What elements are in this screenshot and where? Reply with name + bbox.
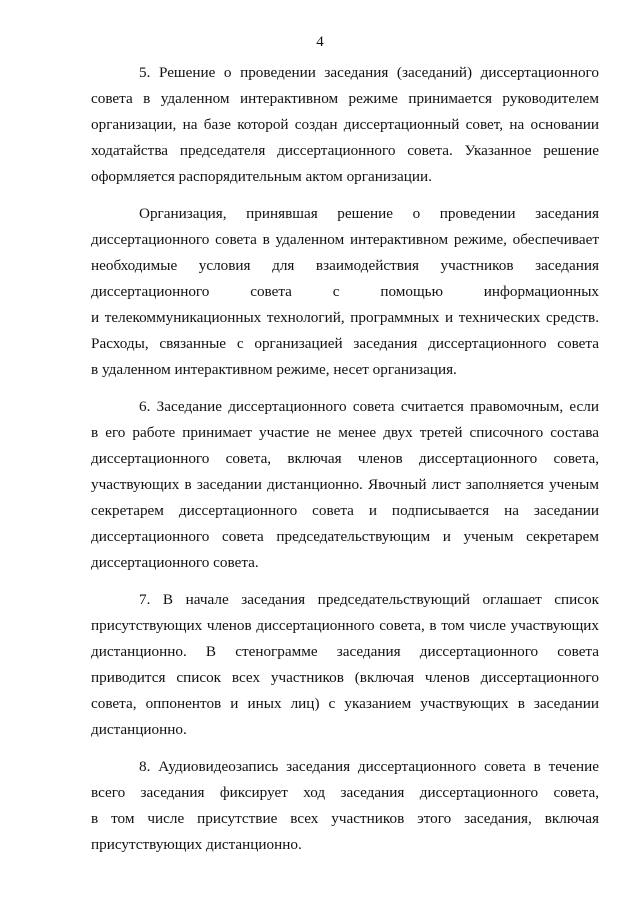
text-line: диссертационного совета, включая членов диссертационного совета,	[91, 450, 599, 467]
text-line: приводится список всех участников (включая членов диссертационного	[91, 669, 599, 686]
text-line: диссертационного совета.	[91, 554, 259, 571]
paragraph-organization	[91, 201, 599, 383]
paragraph-6-quorum	[91, 394, 599, 576]
text-line: в его работе принимает участие не менее двух третей списочного состава	[91, 424, 599, 441]
page-number: 4	[316, 34, 324, 50]
text-line: и телекоммуникационных технологий, программных и технических средств.	[91, 309, 599, 326]
text-line: в том числе присутствие всех участников этого заседания, включая	[91, 810, 599, 827]
text-line: в удаленном интерактивном режиме, несет организация.	[91, 361, 457, 378]
text-line: дистанционно. В стенограмме заседания диссертационного совета	[91, 643, 599, 660]
text-line: Организация, принявшая решение о проведении заседания	[139, 205, 599, 222]
text-line: организации, на базе которой создан диссертационный совет, на основании	[91, 116, 599, 133]
text-line: дистанционно.	[91, 721, 187, 738]
text-line: 7. В начале заседания председательствующий оглашает список	[139, 591, 599, 608]
text-line: диссертационного совета в удаленном интерактивном режиме, обеспечивает	[91, 231, 599, 248]
paragraph-7-participants	[91, 587, 599, 743]
document-body	[91, 60, 599, 869]
text-line: 8. Аудиовидеозапись заседания диссертационного совета в течение	[139, 758, 599, 775]
text-line: Расходы, связанные с организацией заседания диссертационного совета	[91, 335, 599, 352]
text-line: ходатайства председателя диссертационного совета. Указанное решение	[91, 142, 599, 159]
text-line: 5. Решение о проведении заседания (заседаний) диссертационного	[139, 64, 599, 81]
text-line: участвующих в заседании дистанционно. Явочный лист заполняется ученым	[91, 476, 599, 493]
text-line: диссертационного совета с помощью информационных	[91, 283, 599, 300]
text-line: совета, оппонентов и иных лиц) с указанием участвующих в заседании	[91, 695, 599, 712]
text-line: необходимые условия для взаимодействия участников заседания	[91, 257, 599, 274]
text-line: совета в удаленном интерактивном режиме принимается руководителем	[91, 90, 599, 107]
text-line: 6. Заседание диссертационного совета считается правомочным, если	[139, 398, 599, 415]
paragraph-8-recording	[91, 754, 599, 858]
text-line: оформляется распорядительным актом организации.	[91, 168, 432, 185]
text-line: всего заседания фиксирует ход заседания диссертационного совета,	[91, 784, 599, 801]
text-line: секретарем диссертационного совета и подписывается на заседании	[91, 502, 599, 519]
paragraph-5-decision	[91, 60, 599, 190]
text-line: присутствующих членов диссертационного совета, в том числе участвующих	[91, 617, 599, 634]
text-line: присутствующих дистанционно.	[91, 836, 302, 853]
text-line: диссертационного совета председательствующим и ученым секретарем	[91, 528, 599, 545]
